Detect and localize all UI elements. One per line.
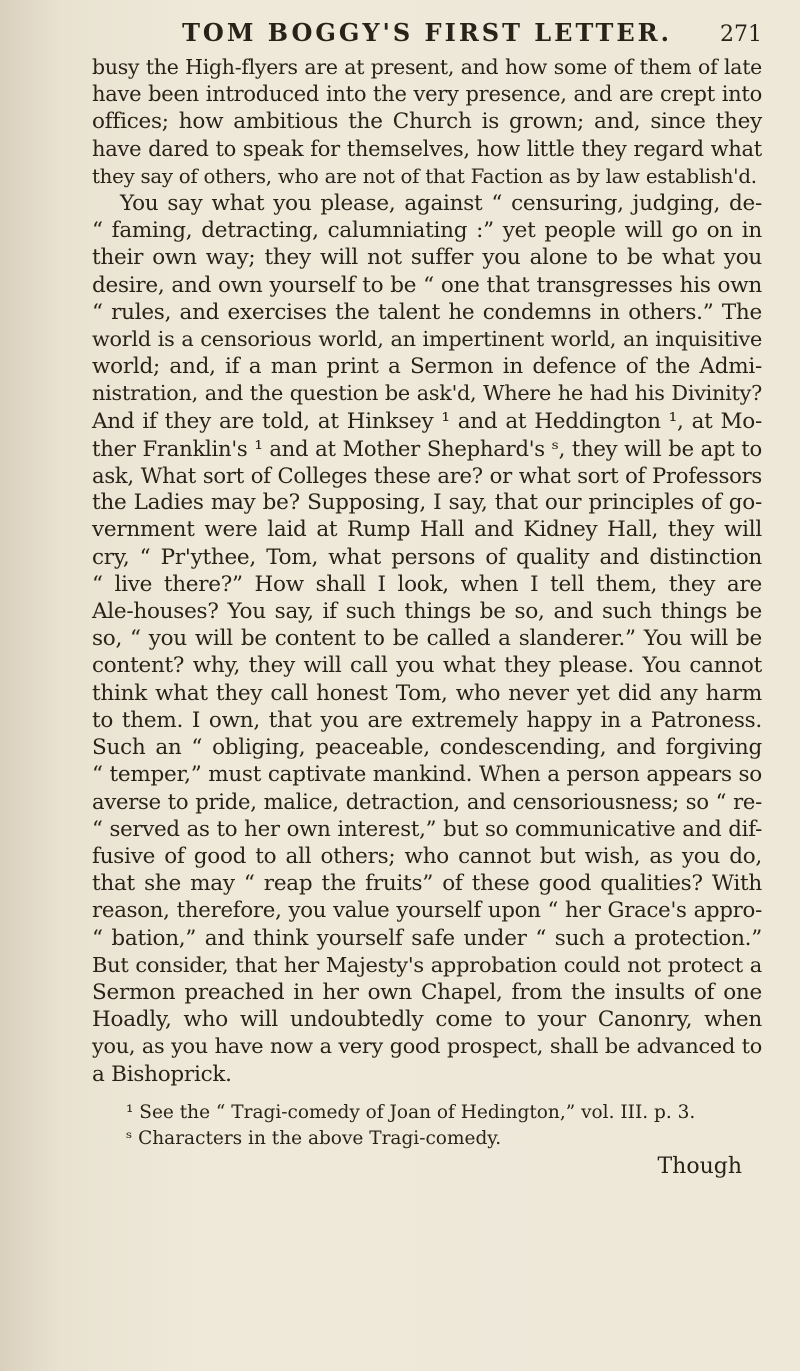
text-line: You say what you please, against “ censuring, judging, de- — [120, 191, 762, 217]
text-line: Ale-houses? You say, if such things be so, and such things be — [92, 599, 762, 625]
text-line: ther Franklin's ¹ and at Mother Shephard's ˢ, they will be apt to — [92, 435, 762, 461]
text-line: content? why, they will call you what they please. You cannot — [92, 653, 762, 679]
text-line: “ bation,” and think yourself safe under “ such a protection.” — [92, 925, 762, 951]
text-line: “ faming, detracting, calumniating :” yet people will go on in — [92, 218, 762, 244]
text-line: cry, “ Pr'ythee, Tom, what persons of quality and distinction — [92, 544, 762, 570]
text-line: reason, therefore, you value yourself upon “ her Grace's appro- — [92, 898, 762, 924]
text-line: “ served as to her own interest,” but so communicative and dif- — [92, 816, 762, 842]
text-line: averse to pride, malice, detraction, and censoriousness; so “ re- — [92, 789, 762, 815]
text-line: ask, What sort of Colleges these are? or what sort of Professors — [92, 463, 762, 489]
text-line: “ rules, and exercises the talent he condemns in others.” The — [92, 299, 762, 325]
text-line: desire, and own yourself to be “ one that transgresses his own — [92, 272, 762, 298]
text-line: think what they call honest Tom, who never yet did any harm — [92, 680, 762, 706]
text-line: nistration, and the question be ask'd, Where he had his Divinity? — [92, 381, 762, 406]
text-line: to them. I own, that you are extremely happy in a Patroness. — [92, 707, 762, 733]
text-line: you, as you have now a very good prospect, shall be advanced to — [92, 1034, 762, 1059]
footnotes — [92, 1100, 762, 1152]
text-line: busy the High-flyers are at present, and how some of them of late — [92, 55, 762, 79]
text-line: “ live there?” How shall I look, when I tell them, they are — [92, 571, 762, 597]
footnote: ˢ Characters in the above Tragi-comedy. — [126, 1127, 502, 1149]
text-line: fusive of good to all others; who cannot but wish, as you do, — [92, 843, 762, 869]
text-line: that she may “ reap the fruits” of these good qualities? With — [92, 871, 762, 897]
page-number: 271 — [720, 22, 762, 47]
running-title: TOM BOGGY'S FIRST LETTER. — [182, 18, 672, 47]
body-text — [92, 54, 762, 1088]
text-line: But consider, that her Majesty's approbation could not protect a — [92, 952, 762, 977]
text-line: they say of others, who are not of that Faction as by law establish'd. — [92, 164, 757, 188]
text-line: world is a censorious world, an impertinent world, an inquisitive — [92, 327, 762, 352]
text-line: so, “ you will be content to be called a slanderer.” You will be — [92, 626, 762, 652]
text-line: offices; how ambitious the Church is grown; and, since they — [92, 109, 762, 135]
text-line: “ temper,” must captivate mankind. When a person appears so — [92, 762, 762, 788]
running-head — [92, 18, 762, 50]
text-line: And if they are told, at Hinksey ¹ and at Heddington ¹, at Mo- — [92, 408, 762, 434]
text-line: world; and, if a man print a Sermon in defence of the Admi- — [92, 354, 762, 380]
catchword: Though — [657, 1153, 742, 1179]
text-line: their own way; they will not suffer you alone to be what you — [92, 245, 762, 271]
text-line: have dared to speak for themselves, how little they regard what — [92, 136, 762, 161]
footnote: ¹ See the “ Tragi-comedy of Joan of Hedington,” vol. III. p. 3. — [126, 1101, 696, 1123]
text-line: a Bishoprick. — [92, 1061, 232, 1087]
text-line: have been introduced into the very presence, and are crept into — [92, 82, 762, 107]
text-line: vernment were laid at Rump Hall and Kidney Hall, they will — [92, 517, 762, 543]
text-line: Sermon preached in her own Chapel, from the insults of one — [92, 979, 762, 1005]
text-line: the Ladies may be? Supposing, I say, that our principles of go- — [92, 490, 762, 516]
text-line: Hoadly, who will undoubtedly come to your Canonry, when — [92, 1007, 762, 1033]
text-line: Such an “ obliging, peaceable, condescending, and forgiving — [92, 735, 762, 761]
